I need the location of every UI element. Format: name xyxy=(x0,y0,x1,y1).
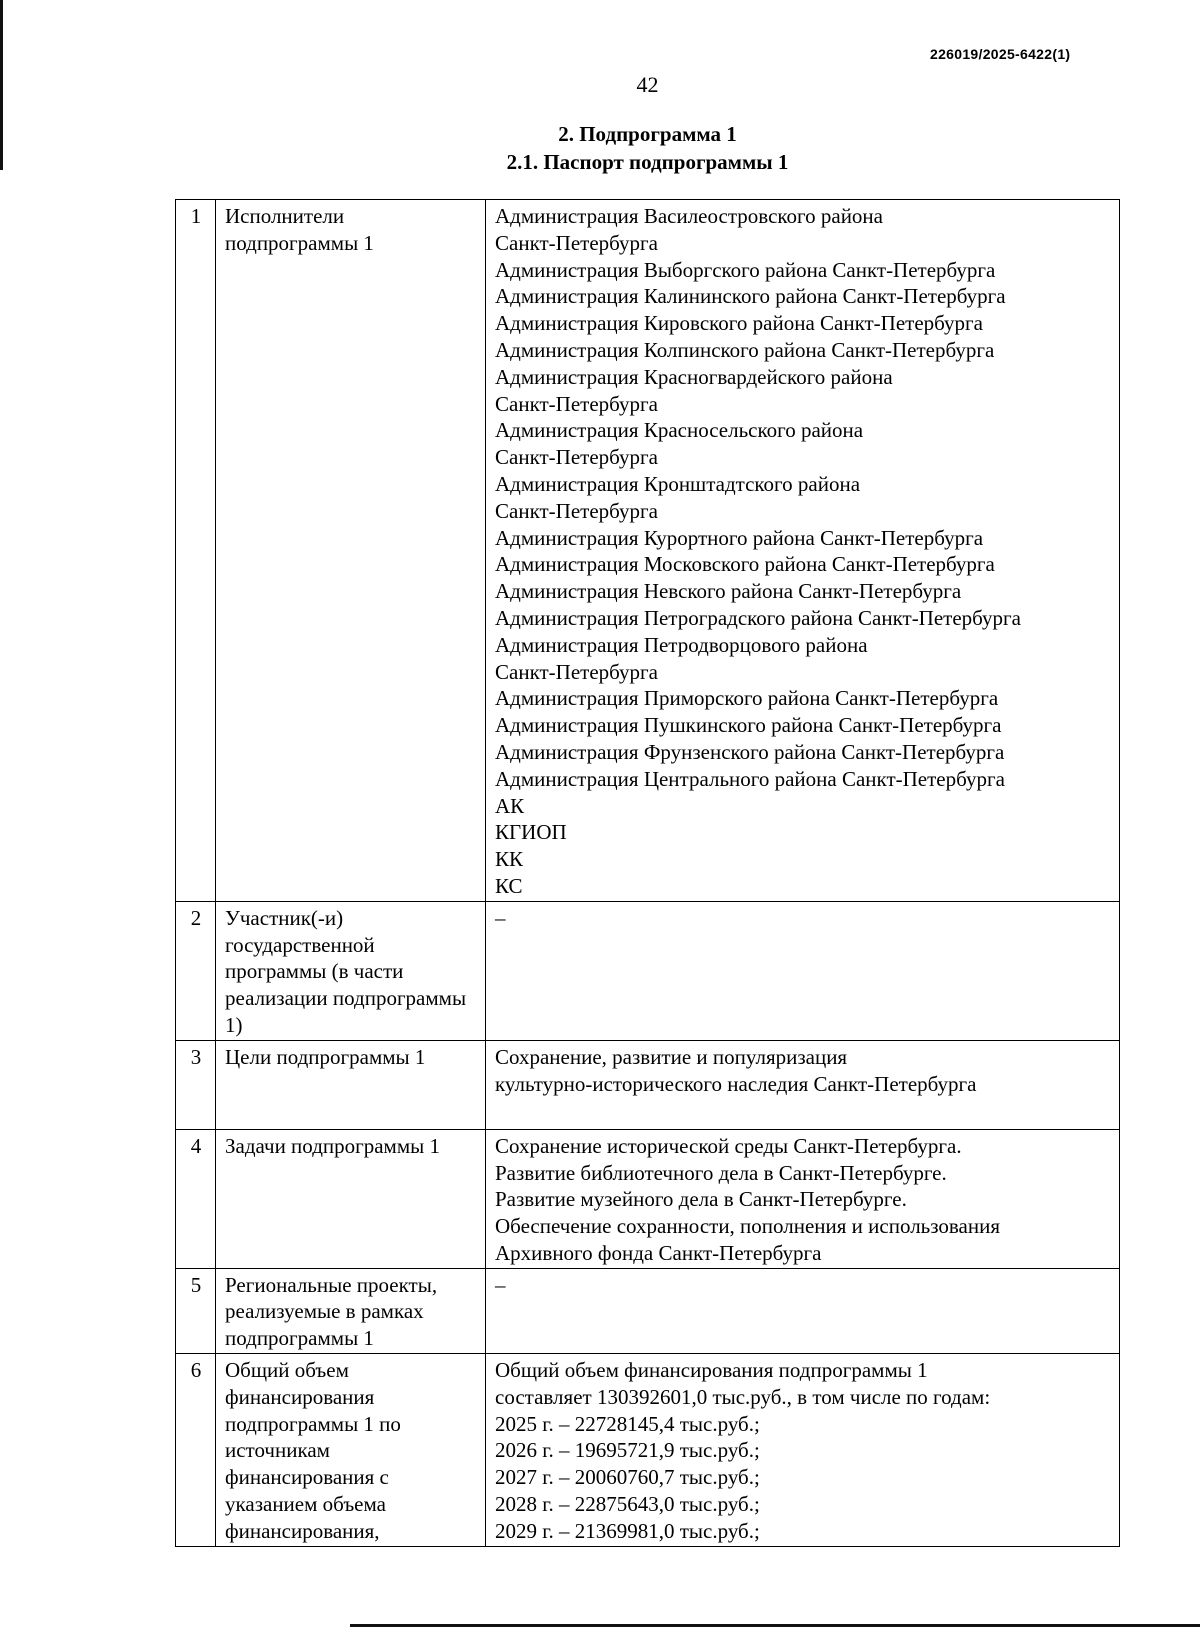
table-row xyxy=(176,1354,1120,1547)
table-row xyxy=(176,901,1120,1040)
row-label: Участник(-и) государственной программы (в части реализации подпрограммы 1) xyxy=(216,901,486,1040)
executor-line: Администрация Курортного района Санкт-Петербурга xyxy=(495,525,984,550)
row-number: 6 xyxy=(176,1354,216,1547)
section-subtitle: 2.1. Паспорт подпрограммы 1 xyxy=(506,150,789,174)
executor-line: Администрация Пушкинского района Санкт-Петербурга xyxy=(495,713,1002,738)
row-number: 3 xyxy=(176,1040,216,1129)
table-row xyxy=(176,1268,1120,1353)
row-value: – xyxy=(486,1268,1120,1353)
table-row xyxy=(176,1129,1120,1268)
subprogram-passport-table xyxy=(175,199,1120,1547)
executor-line: КГИОП xyxy=(495,820,567,845)
executor-line: КС xyxy=(495,873,523,898)
executor-line: Администрация Петроградского района Санкт-Петербурга xyxy=(495,605,1021,630)
document-id: 226019/2025-6422(1) xyxy=(930,46,1071,62)
executor-line: Администрация Фрунзенского района Санкт-Петербурга xyxy=(495,739,1005,764)
executor-line: Санкт-Петербурга xyxy=(495,659,658,684)
executor-line: Санкт-Петербурга xyxy=(495,445,658,470)
executor-line: Администрация Колпинского района Санкт-Петербурга xyxy=(495,337,995,362)
table-row xyxy=(176,1040,1120,1129)
row-value: Сохранение исторической среды Санкт-Петербурга. Развитие библиотечного дела в Санкт-Петербурге. Развитие музейного дела в Санкт-Петербурге. Обеспечение сохранности, пополнения и использования Архивного фонда Санкт-Петербурга xyxy=(486,1129,1120,1268)
row-value xyxy=(486,200,1120,902)
row-label: Цели подпрограммы 1 xyxy=(216,1040,486,1129)
executor-line: Администрация Выборгского района Санкт-Петербурга xyxy=(495,257,996,282)
executor-line: Санкт-Петербурга xyxy=(495,230,658,255)
executor-line: Администрация Невского района Санкт-Петербурга xyxy=(495,579,962,604)
row-number: 4 xyxy=(176,1129,216,1268)
executor-line: Администрация Красносельского района xyxy=(495,418,864,443)
row-value: Сохранение, развитие и популяризация культурно-исторического наследия Санкт-Петербурга xyxy=(486,1040,1120,1129)
table-row xyxy=(176,200,1120,902)
row-value: Общий объем финансирования подпрограммы 1 составляет 130392601,0 тыс.руб., в том числе по годам: 2025 г. – 22728145,4 тыс.руб.; 2026 г. – 19695721,9 тыс.руб.; 2027 г. – 20060760,7 тыс.руб.; 2028 г. – 22875643,0 тыс.руб.; 2029 г. – 21369981,0 тыс.руб.; xyxy=(486,1354,1120,1547)
executor-line: Администрация Кировского района Санкт-Петербурга xyxy=(495,311,983,336)
executor-line: Администрация Калининского района Санкт-Петербурга xyxy=(495,284,1006,309)
executor-line: Санкт-Петербурга xyxy=(495,498,658,523)
executor-line: Администрация Московского района Санкт-Петербурга xyxy=(495,552,995,577)
row-number: 2 xyxy=(176,901,216,1040)
executor-line: АК xyxy=(495,793,525,818)
row-label: Общий объем финансирования подпрограммы 1 по источникам финансирования с указанием объема финансирования, xyxy=(216,1354,486,1547)
page-number: 42 xyxy=(636,72,659,97)
executor-line: Администрация Василеостровского района xyxy=(495,204,883,228)
row-value: – xyxy=(486,901,1120,1040)
row-number: 5 xyxy=(176,1268,216,1353)
row-label: Задачи подпрограммы 1 xyxy=(216,1129,486,1268)
executor-line: КК xyxy=(495,847,524,872)
executor-line: Администрация Приморского района Санкт-Петербурга xyxy=(495,686,999,711)
executor-line: Санкт-Петербурга xyxy=(495,391,658,416)
executor-line: Администрация Центрального района Санкт-Петербурга xyxy=(495,766,1005,791)
section-title: 2. Подпрограмма 1 xyxy=(558,122,737,146)
row-label: Исполнители подпрограммы 1 xyxy=(216,200,486,902)
executor-line: Администрация Петродворцового района xyxy=(495,632,868,657)
scan-edge-bottom xyxy=(350,1624,1200,1627)
executor-line: Администрация Красногвардейского района xyxy=(495,364,893,389)
executor-line: Администрация Кронштадтского района xyxy=(495,471,861,496)
row-number: 1 xyxy=(176,200,216,902)
row-label: Региональные проекты, реализуемые в рамках подпрограммы 1 xyxy=(216,1268,486,1353)
